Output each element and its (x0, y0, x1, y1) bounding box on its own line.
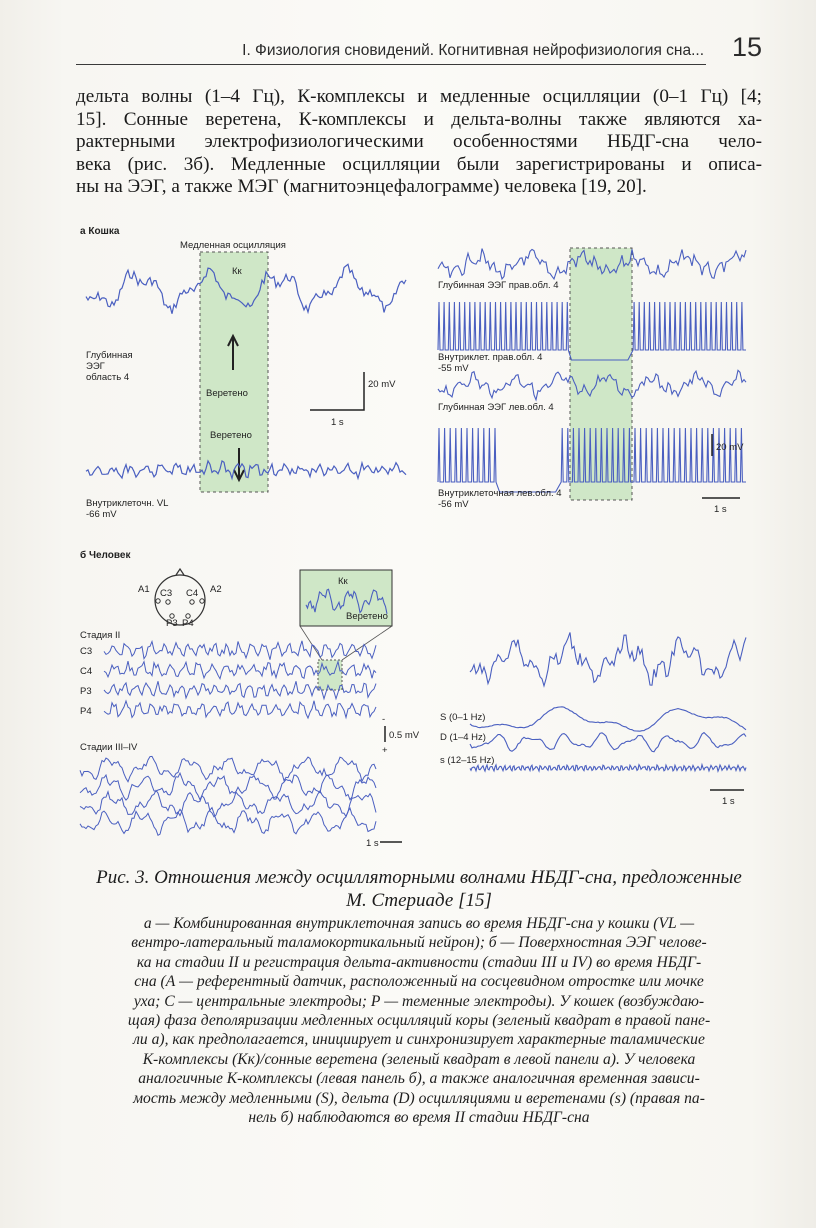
body-line: дельта волны (1–4 Гц), К-комплексы и медленные осцилляции (0–1 Гц) [4; (76, 86, 762, 107)
right-depth-right-label: Глубинная ЭЭГ прав.обл. 4 (438, 280, 559, 291)
panel-b-title: б Человек (80, 550, 131, 561)
b-scale-mv-label: 0.5 mV (389, 730, 420, 741)
page-number: 15 (731, 32, 762, 62)
electrode-dot (166, 600, 170, 604)
head-diagram-icon (155, 575, 205, 625)
caption-line: ка на стадии II и регистрация дельта-активности (стадии III и IV) во время НБДГ- (136, 953, 702, 971)
caption-line: а — Комбинированная внутриклеточная запись во время НБДГ-сна у кошки (VL — (143, 915, 695, 932)
right-scale-s-label: 1 s (714, 504, 727, 515)
body-paragraph (76, 86, 762, 199)
electrode-p3: P3 (166, 618, 178, 629)
electrode-a2: A2 (210, 584, 222, 595)
spindle-filtered-trace (470, 765, 746, 772)
panel-a-title: а Кошка (80, 226, 120, 237)
intracell-label: -66 mV (86, 509, 117, 520)
electrode-p4: P4 (182, 618, 194, 629)
filter-spindle-label: s (12–15 Hz) (440, 755, 495, 766)
figure-caption-body (76, 914, 762, 1127)
caption-line: мость между медленными (S), дельта (D) осцилляциями и веретенами (s) (правая па- (133, 1089, 705, 1107)
caption-line: щая) фаза деполяризации медленных осцилляций коры (зеленый квадрат в правой пане- (127, 1012, 711, 1030)
scale-plus: + (382, 745, 388, 756)
channel-c3: C3 (80, 646, 93, 657)
caption-line: ли а), как предполагается, инициирует и синхронизирует характерные таламические (133, 1031, 705, 1049)
electrode-dot (200, 599, 204, 603)
electrode-c4: C4 (186, 588, 199, 599)
right-intra-right-label: Внутриклет. прав.обл. 4 (438, 352, 543, 363)
delta-trace (80, 773, 376, 800)
channel-p4: P4 (80, 706, 92, 717)
caption-line: нель б) наблюдаются во время II стадии НБДГ-сна (248, 1109, 590, 1127)
scale-mv-label: 20 mV (368, 379, 396, 390)
electrode-dot (156, 599, 160, 603)
right-scale-mv-label: 20 mV (716, 442, 744, 453)
caption-line: вентро-латеральный таламокортикальный нейрон); б — Поверхностная ЭЭГ челове- (131, 934, 707, 952)
channel-p3: P3 (80, 686, 92, 697)
p4-trace (104, 701, 376, 718)
electrode-a1: A1 (138, 584, 150, 595)
caption-line: аналогичные К-комплексы (левая панель б), а также аналогичная временная зависи- (138, 1070, 700, 1088)
header-rule (76, 64, 706, 65)
running-head-title: I. Физиология сновидений. Когнитивная нейрофизиология сна... (242, 42, 704, 59)
right-depth-left-label: Глубинная ЭЭГ лев.обл. 4 (438, 402, 554, 413)
caption-line: уха; С — центральные электроды; Р — теменные электроды). У кошек (возбуждаю- (133, 992, 705, 1010)
figure-canvas (76, 220, 762, 860)
intracell-label: Внутриклеточн. VL (86, 498, 169, 509)
b-scale-s-right: 1 s (722, 796, 735, 807)
right-intra-left-label: -56 mV (438, 499, 469, 510)
c3-trace (104, 641, 376, 660)
depth-eeg-label: Глубинная (86, 350, 133, 361)
caption-title-line: Рис. 3. Отношения между осцилляторными волнами НБДГ-сна, предложенные (96, 867, 742, 888)
delta-trace (80, 756, 376, 781)
right-intra-left-label: Внутриклеточная лев.обл. 4 (438, 488, 562, 499)
slow-oscillation-label: Медленная осцилляция (180, 240, 286, 251)
depth-eeg-label: область 4 (86, 372, 130, 383)
caption-line: сна (А — референтный датчик, расположенный на сосцевидном отростке или мочке (134, 973, 704, 991)
right-intra-right-label: -55 mV (438, 363, 469, 374)
electrode-c3: C3 (160, 588, 173, 599)
nose-icon (176, 569, 184, 575)
figure-caption-title (76, 866, 762, 912)
inset-kk-label: Кк (338, 576, 348, 587)
spindle-highlight-box (200, 252, 268, 492)
body-line: ны на ЭЭГ, а также МЭГ (магнитоэнцефалограмме) человека [19, 20]. (76, 176, 647, 198)
b-scale-s-left: 1 s (366, 838, 379, 849)
caption-line: К-комплексы (Кк)/сонные веретена (зеленый квадрат в левой панели а). У человека (142, 1050, 696, 1068)
depth-eeg-label: ЭЭГ (86, 361, 105, 372)
body-line: 15]. Сонные веретена, К-комплексы и дельта-волны также являются ха- (76, 108, 762, 130)
running-head (76, 32, 762, 64)
stage2-label: Стадия II (80, 630, 121, 641)
filter-s-label: S (0–1 Hz) (440, 712, 486, 723)
scale-bar (310, 372, 364, 410)
delta-filtered-trace (470, 733, 746, 752)
scale-s-label: 1 s (331, 417, 344, 428)
body-line: рактерными электрофизиологическими особенностями НБДГ-сна чело- (76, 131, 762, 153)
filter-d-label: D (1–4 Hz) (440, 732, 486, 743)
raw-eeg-trace (470, 632, 746, 686)
spindle-label-down: Веретено (210, 430, 252, 441)
electrode-dot (190, 600, 194, 604)
scale-minus: - (382, 714, 386, 725)
stage34-label: Стадии III–IV (80, 742, 138, 753)
body-line: века (рис. 3б). Медленные осцилляции были зарегистрированы и описа- (76, 153, 762, 175)
delta-trace (80, 790, 376, 816)
spindle-label-up: Веретено (206, 388, 248, 399)
caption-title-line: М. Стериаде [15] (346, 890, 492, 911)
slow-filtered-trace (470, 707, 746, 731)
inset-spindle-label: Веретено (346, 611, 388, 622)
kk-label: Кк (232, 266, 242, 277)
delta-trace (80, 808, 376, 836)
channel-c4: C4 (80, 666, 93, 677)
figure-3 (76, 220, 762, 860)
